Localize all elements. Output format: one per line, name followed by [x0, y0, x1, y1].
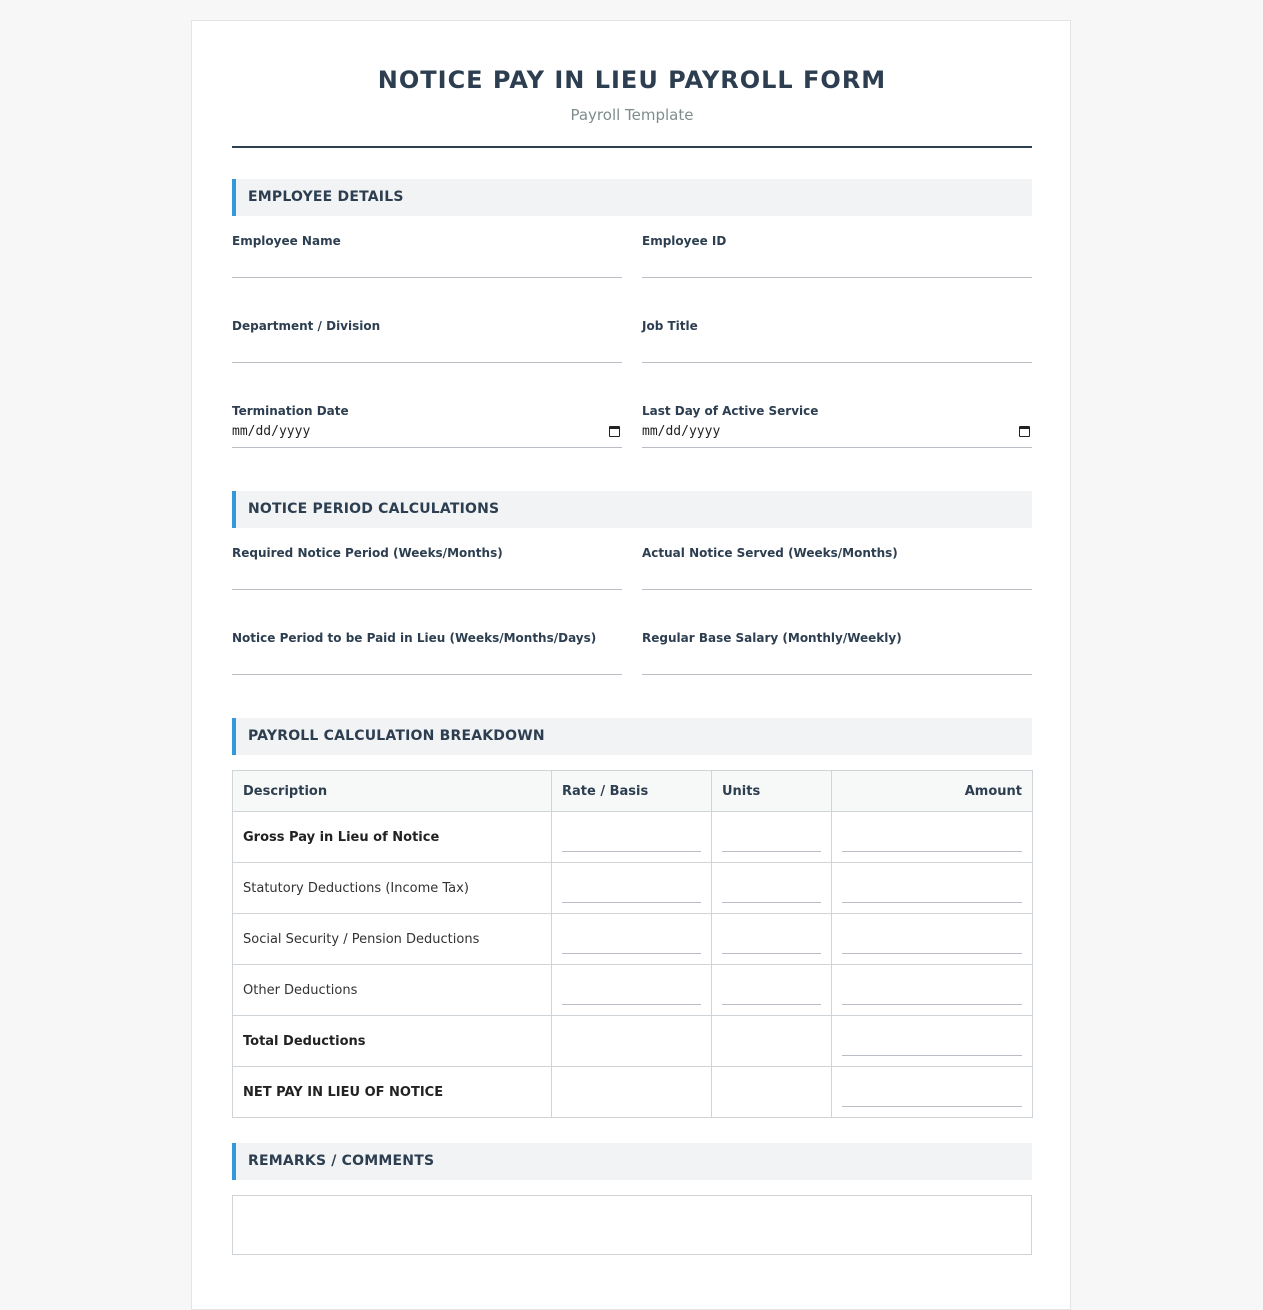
net-pay-input[interactable]	[842, 1106, 1022, 1107]
employee-id-label: Employee ID	[642, 234, 727, 248]
row-description: Social Security / Pension Deductions	[233, 914, 552, 965]
employee-name-input[interactable]	[232, 277, 622, 278]
last-day-underline	[642, 447, 1032, 448]
form-page	[191, 20, 1071, 1310]
units-input[interactable]	[722, 851, 821, 852]
amount-input[interactable]	[842, 851, 1022, 852]
col-amount: Amount	[832, 771, 1033, 812]
actual-notice-field[interactable]	[642, 546, 1032, 616]
calendar-icon[interactable]	[609, 426, 620, 437]
empty-cell	[552, 1016, 712, 1067]
total-deductions-input[interactable]	[842, 1055, 1022, 1056]
units-input[interactable]	[722, 902, 821, 903]
amount-input[interactable]	[842, 953, 1022, 954]
job-title-label: Job Title	[642, 319, 698, 333]
amount-input[interactable]	[842, 902, 1022, 903]
job-title-field[interactable]	[642, 319, 1032, 389]
section-notice-period: NOTICE PERIOD CALCULATIONS	[232, 491, 1032, 528]
employee-name-field[interactable]	[232, 234, 622, 304]
amount-cell[interactable]	[832, 812, 1033, 863]
units-cell[interactable]	[712, 914, 832, 965]
termination-date-label: Termination Date	[232, 404, 349, 418]
table-row	[233, 1067, 1033, 1118]
required-notice-label: Required Notice Period (Weeks/Months)	[232, 546, 503, 560]
remarks-textarea[interactable]	[232, 1195, 1032, 1255]
amount-cell[interactable]	[832, 1067, 1033, 1118]
units-cell[interactable]	[712, 965, 832, 1016]
paid-in-lieu-label: Notice Period to be Paid in Lieu (Weeks/Months/Days)	[232, 631, 597, 645]
rate-input[interactable]	[562, 851, 701, 852]
table-row	[233, 812, 1033, 863]
employee-id-input[interactable]	[642, 277, 1032, 278]
section-payroll-breakdown: PAYROLL CALCULATION BREAKDOWN	[232, 718, 1032, 755]
employee-name-label: Employee Name	[232, 234, 341, 248]
actual-notice-label: Actual Notice Served (Weeks/Months)	[642, 546, 898, 560]
table-row	[233, 914, 1033, 965]
amount-input[interactable]	[842, 1004, 1022, 1005]
termination-date-input[interactable]: mm/dd/yyyy	[232, 424, 311, 439]
rate-input[interactable]	[562, 902, 701, 903]
calendar-icon[interactable]	[1019, 426, 1030, 437]
termination-date-field[interactable]	[232, 404, 622, 474]
base-salary-label: Regular Base Salary (Monthly/Weekly)	[642, 631, 902, 645]
table-header-row	[233, 771, 1033, 812]
empty-cell	[712, 1016, 832, 1067]
rate-input[interactable]	[562, 953, 701, 954]
form-subtitle: Payroll Template	[570, 106, 694, 124]
units-cell[interactable]	[712, 812, 832, 863]
form-title: NOTICE PAY IN LIEU PAYROLL FORM	[377, 66, 887, 94]
department-field[interactable]	[232, 319, 622, 389]
last-day-input[interactable]: mm/dd/yyyy	[642, 424, 721, 439]
base-salary-input[interactable]	[642, 674, 1032, 675]
required-notice-field[interactable]	[232, 546, 622, 616]
department-input[interactable]	[232, 362, 622, 363]
job-title-input[interactable]	[642, 362, 1032, 363]
empty-cell	[552, 1067, 712, 1118]
table-row	[233, 1016, 1033, 1067]
table-row	[233, 965, 1033, 1016]
units-cell[interactable]	[712, 863, 832, 914]
col-units: Units	[712, 771, 832, 812]
row-description: NET PAY IN LIEU OF NOTICE	[233, 1067, 552, 1118]
termination-date-underline	[232, 447, 622, 448]
row-description: Other Deductions	[233, 965, 552, 1016]
units-input[interactable]	[722, 1004, 821, 1005]
amount-cell[interactable]	[832, 863, 1033, 914]
section-employee-details: EMPLOYEE DETAILS	[232, 179, 1032, 216]
section-remarks: REMARKS / COMMENTS	[232, 1143, 1032, 1180]
col-description: Description	[233, 771, 552, 812]
payroll-table	[232, 770, 1033, 1118]
empty-cell	[712, 1067, 832, 1118]
amount-cell[interactable]	[832, 965, 1033, 1016]
row-description: Statutory Deductions (Income Tax)	[233, 863, 552, 914]
paid-in-lieu-field[interactable]	[232, 631, 622, 701]
amount-cell[interactable]	[832, 1016, 1033, 1067]
rate-cell[interactable]	[552, 965, 712, 1016]
actual-notice-input[interactable]	[642, 589, 1032, 590]
table-row	[233, 863, 1033, 914]
required-notice-input[interactable]	[232, 589, 622, 590]
row-description: Total Deductions	[233, 1016, 552, 1067]
paid-in-lieu-input[interactable]	[232, 674, 622, 675]
rate-cell[interactable]	[552, 863, 712, 914]
last-day-label: Last Day of Active Service	[642, 404, 819, 418]
department-label: Department / Division	[232, 319, 381, 333]
base-salary-field[interactable]	[642, 631, 1032, 701]
rate-input[interactable]	[562, 1004, 701, 1005]
row-description: Gross Pay in Lieu of Notice	[233, 812, 552, 863]
amount-cell[interactable]	[832, 914, 1033, 965]
col-rate: Rate / Basis	[552, 771, 712, 812]
units-input[interactable]	[722, 953, 821, 954]
rate-cell[interactable]	[552, 812, 712, 863]
last-day-field[interactable]	[642, 404, 1032, 474]
title-divider	[232, 146, 1032, 148]
employee-id-field[interactable]	[642, 234, 1032, 304]
rate-cell[interactable]	[552, 914, 712, 965]
